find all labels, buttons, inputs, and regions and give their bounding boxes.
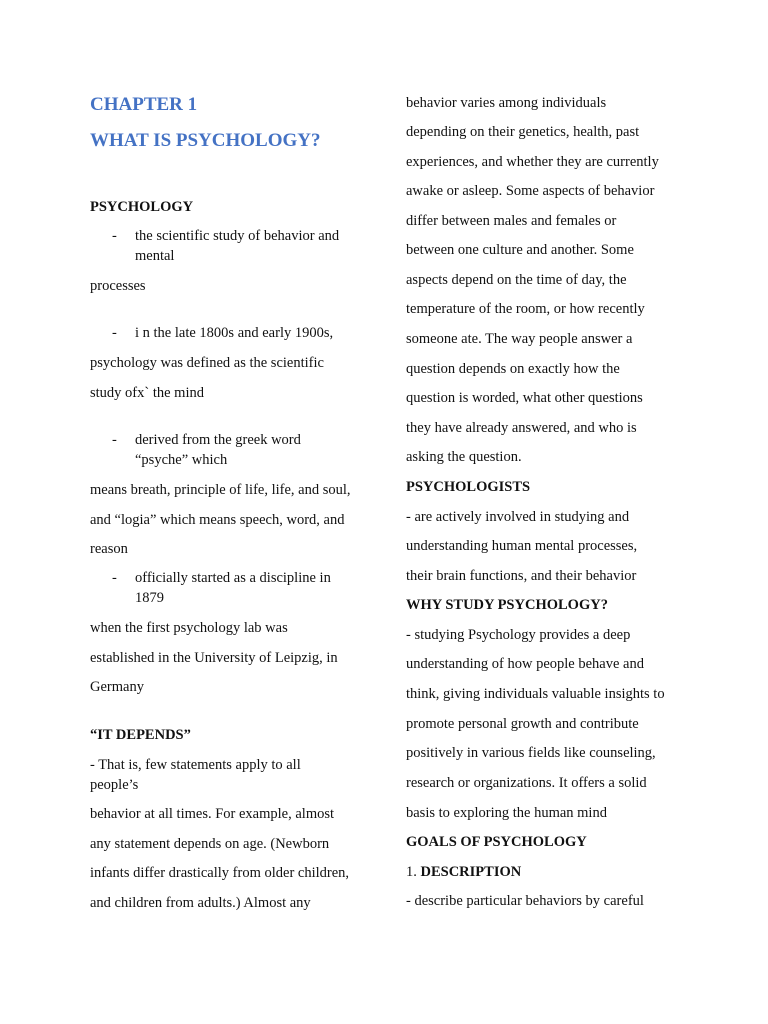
description-number: 1. [406, 864, 417, 880]
paragraph-line: infants differ drastically from older children, [90, 865, 350, 881]
bullet-dash: - [112, 432, 117, 448]
bullet-text: “psyche” which [135, 452, 228, 468]
paragraph-line: their brain functions, and their behavior [406, 568, 637, 584]
paragraph-line: understanding human mental processes, [406, 538, 638, 554]
paragraph-line: positively in various fields like counseling, [406, 745, 656, 761]
paragraph-line: psychology was defined as the scientific [90, 355, 324, 371]
paragraph-line: Germany [90, 679, 144, 695]
paragraph-line: established in the University of Leipzig, in [90, 650, 338, 666]
paragraph-line: when the first psychology lab was [90, 620, 288, 636]
chapter-label: CHAPTER 1 [90, 94, 198, 115]
bullet-text: i n the late 1800s and early 1900s, [135, 325, 334, 341]
bullet-dash: - [112, 570, 117, 586]
paragraph-line: awake or asleep. Some aspects of behavior [406, 183, 655, 199]
paragraph-line: any statement depends on age. (Newborn [90, 836, 330, 852]
bullet-text: mental [135, 248, 175, 264]
paragraph-line: experiences, and whether they are currently [406, 154, 659, 170]
paragraph-line: means breath, principle of life, life, and soul, [90, 482, 351, 498]
paragraph-line: and children from adults.) Almost any [90, 895, 311, 911]
paragraph-line: promote personal growth and contribute [406, 716, 639, 732]
paragraph-line: depending on their genetics, health, past [406, 124, 640, 140]
paragraph-line: question is worded, what other questions [406, 390, 643, 406]
paragraph-line: people’s [90, 777, 139, 793]
bullet-text: officially started as a discipline in [135, 570, 331, 586]
psychology-heading: PSYCHOLOGY [90, 199, 194, 215]
bullet-dash: - [112, 325, 117, 341]
bullet-text: the scientific study of behavior and [135, 228, 340, 244]
paragraph-line: understanding of how people behave and [406, 656, 644, 672]
paragraph-line: between one culture and another. Some [406, 242, 634, 258]
paragraph-line: research or organizations. It offers a solid [406, 775, 647, 791]
paragraph-line: - describe particular behaviors by careful [406, 893, 644, 909]
paragraph-line: they have already answered, and who is [406, 420, 637, 436]
paragraph-line: behavior at all times. For example, almost [90, 806, 335, 822]
why-study-heading: WHY STUDY PSYCHOLOGY? [406, 597, 608, 613]
paragraph-line: temperature of the room, or how recently [406, 301, 645, 317]
description-heading-line [406, 862, 521, 882]
paragraph-line: study ofx` the mind [90, 385, 204, 401]
bullet-text: derived from the greek word [135, 432, 301, 448]
paragraph-line: - studying Psychology provides a deep [406, 627, 631, 643]
bullet-dash: - [112, 228, 117, 244]
paragraph-line: someone ate. The way people answer a [406, 331, 633, 347]
paragraph-line: reason [90, 541, 128, 557]
bullet-text: 1879 [135, 590, 164, 606]
paragraph-line: processes [90, 278, 146, 294]
paragraph-line: basis to exploring the human mind [406, 805, 607, 821]
paragraph-line: - That is, few statements apply to all [90, 757, 301, 773]
description-heading: DESCRIPTION [420, 864, 522, 880]
paragraph-line: question depends on exactly how the [406, 361, 620, 377]
paragraph-line: and “logia” which means speech, word, and [90, 512, 345, 528]
chapter-title: WHAT IS PSYCHOLOGY? [90, 130, 321, 151]
goals-heading: GOALS OF PSYCHOLOGY [406, 834, 587, 850]
paragraph-line: differ between males and females or [406, 213, 617, 229]
paragraph-line: aspects depend on the time of day, the [406, 272, 627, 288]
paragraph-line: - are actively involved in studying and [406, 509, 630, 525]
it-depends-heading: “IT DEPENDS” [90, 727, 191, 743]
paragraph-line: behavior varies among individuals [406, 95, 607, 111]
psychologists-heading: PSYCHOLOGISTS [406, 479, 531, 495]
paragraph-line: think, giving individuals valuable insights to [406, 686, 665, 702]
paragraph-line: asking the question. [406, 449, 522, 465]
